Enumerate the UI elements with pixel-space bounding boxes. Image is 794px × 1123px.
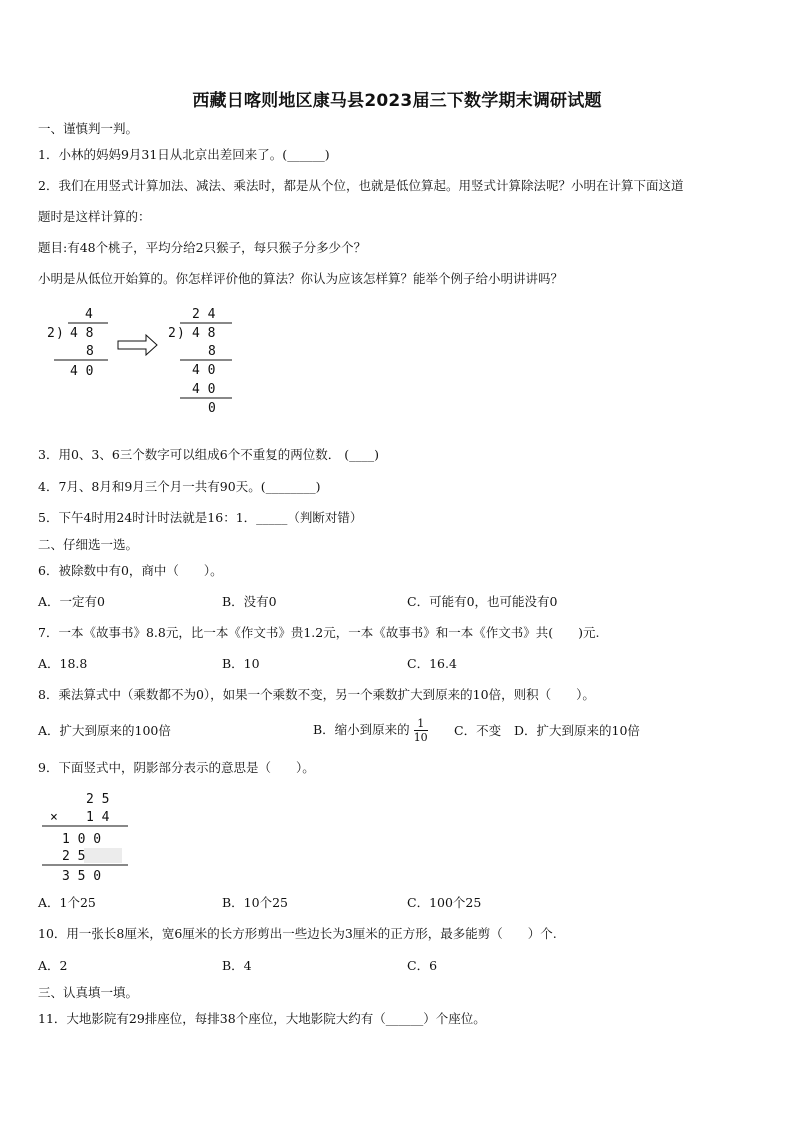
q8-option-c: C．不变 — [454, 723, 502, 738]
q8-option-a: A．扩大到原来的100倍 — [38, 723, 171, 738]
mult-result: 3 5 0 — [62, 869, 102, 884]
question-8: 8．乘法算式中（乘数都不为0），如果一个乘数不变，另一个乘数扩大到原来的10倍，则积（ ）。 — [38, 687, 595, 702]
q7-option-c: C．16.4 — [407, 656, 457, 671]
right-dividend: 4 8 — [192, 326, 216, 341]
question-7: 7．一本《故事书》8.8元，比一本《作文书》贵1.2元，一本《故事书》和一本《作文书》共( )元. — [38, 625, 600, 640]
question-11: 11．大地影院有29排座位，每排38个座位，大地影院大约有（______）个座位。 — [38, 1011, 486, 1026]
right-subtrahend-2: 4 0 — [192, 382, 216, 397]
q9-option-b: B．10个25 — [222, 895, 288, 910]
left-subtrahend: 8 — [86, 344, 94, 359]
right-subtrahend-1: 8 — [208, 344, 216, 359]
question-4: 4．7月、8月和9月三个月一共有90天。(________) — [38, 479, 321, 494]
svg-text:): ) — [56, 326, 64, 341]
left-divisor: 2 — [47, 326, 55, 341]
question-2-line-2: 题时是这样计算的： — [38, 209, 151, 224]
q6-option-a: A．一定有0 — [38, 594, 105, 609]
partial-product-1: 1 0 0 — [62, 832, 102, 847]
q8-option-d: D．扩大到原来的10倍 — [514, 723, 640, 738]
left-quotient: 4 — [85, 307, 93, 322]
q9-option-a: A．1个25 — [38, 895, 96, 910]
question-9: 9．下面竖式中，阴影部分表示的意思是（ ）。 — [38, 760, 315, 775]
q7-option-a: A．18.8 — [38, 656, 88, 671]
question-2-line-3: 题目:有48个桃子，平均分给2只猴子，每只猴子分多少个？ — [38, 240, 367, 255]
q8-option-b — [313, 712, 432, 748]
mult-bottom: 1 4 — [86, 810, 110, 825]
fraction-one-tenth: $\frac{1}{10}$ — [413, 717, 428, 744]
question-10: 10．用一张长8厘米，宽6厘米的长方形剪出一些边长为3厘米的正方形，最多能剪（ ）个. — [38, 926, 557, 941]
right-middle: 4 0 — [192, 363, 216, 378]
section-heading-2: 二、仔细选一选。 — [38, 537, 139, 552]
right-remainder: 0 — [208, 401, 216, 416]
q8-option-b-text: B．缩小到原来的 — [313, 722, 410, 737]
partial-product-2: 2 5 — [62, 849, 86, 864]
q7-option-b: B．10 — [222, 656, 260, 671]
q10-option-b: B．4 — [222, 958, 252, 973]
shaded-area — [84, 848, 122, 863]
division-calc-diagram — [40, 300, 250, 420]
section-heading-1: 一、谨慎判一判。 — [38, 121, 139, 136]
question-3: 3．用0、3、6三个数字可以组成6个不重复的两位数． (____) — [38, 447, 379, 462]
times-icon: × — [50, 810, 58, 825]
question-1: 1．小林的妈妈9月31日从北京出差回来了。(______) — [38, 147, 330, 162]
q9-option-c: C．100个25 — [407, 895, 482, 910]
question-5: 5．下午4时用24时计时法就是16：1．_____（判断对错） — [38, 510, 363, 525]
q6-option-b: B．没有0 — [222, 594, 277, 609]
left-dividend: 4 8 — [70, 326, 94, 341]
right-quotient: 2 4 — [192, 307, 216, 322]
multiplication-calc-diagram — [40, 788, 140, 888]
q6-option-c: C．可能有0，也可能没有0 — [407, 594, 558, 609]
svg-text:): ) — [177, 326, 185, 341]
question-2-line-4: 小明是从低位开始算的。你怎样评价他的算法？你认为应该怎样算？能举个例子给小明讲讲吗？ — [38, 271, 564, 286]
right-arrow-icon — [118, 335, 157, 355]
left-remainder: 4 0 — [70, 364, 94, 379]
question-2-line-1: 2．我们在用竖式计算加法、减法、乘法时，都是从个位，也就是低位算起。用竖式计算除法呢？小明在计算下面这道 — [38, 178, 684, 193]
right-divisor: 2 — [168, 326, 176, 341]
mult-top: 2 5 — [86, 792, 110, 807]
section-heading-3: 三、认真填一填。 — [38, 985, 139, 1000]
page-title: 西藏日喀则地区康马县2023届三下数学期末调研试题 — [192, 91, 602, 111]
q10-option-c: C．6 — [407, 958, 438, 973]
q10-option-a: A．2 — [38, 958, 68, 973]
question-6: 6．被除数中有0，商中（ ）。 — [38, 563, 223, 578]
